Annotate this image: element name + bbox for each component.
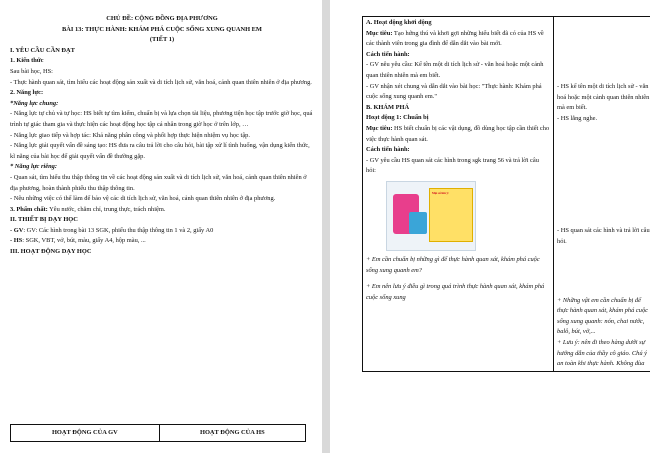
- paragraph-label: - HS: [10, 237, 23, 245]
- paragraph: + Lưu ý: nên đi theo hàng dưới sự hướng dẫn của thầy cô giáo. Chú ý an toàn khi thực hành. Không đùa: [557, 338, 647, 368]
- activity-table-header: [10, 424, 306, 442]
- paragraph: [10, 226, 314, 237]
- paragraph: [10, 236, 314, 247]
- paragraph: - GV yêu cầu HS quan sát các hình trong sgk trang 56 và trả lời câu hỏi:: [366, 156, 539, 175]
- paragraph: [366, 124, 550, 145]
- subsection-heading: Cách tiến hành:: [366, 146, 410, 154]
- paragraph: - Thực hành quan sát, tìm hiểu các hoạt động sản xuất và di tích lịch sử, văn hoá, cảnh quan thiên nhiên ở địa phương.: [10, 78, 312, 86]
- paragraph-label: 3. Phẩm chất:: [10, 205, 48, 213]
- section-heading: A. Hoạt động khởi động: [366, 19, 432, 26]
- paragraph: [366, 29, 550, 50]
- table-cell-hs: [554, 17, 650, 372]
- paragraph: + Những vật em cần chuẩn bị để thực hành quan sát, khám phá cuộc sống xung quanh: nón, chai nước, balô, bút, vở,...: [557, 296, 648, 336]
- subsection-heading: 2. Năng lực:: [10, 89, 44, 97]
- textbook-illustration: [386, 181, 476, 251]
- paragraph-text: : GV: Các hình trong bài 13 SGK, phiếu thu thập thông tin 1 và 2, giấy A0: [23, 226, 214, 234]
- subsection-heading: *Năng lực chung:: [10, 99, 59, 107]
- paragraph: [10, 205, 314, 216]
- sticky-note-title: Một số lưu ý:: [432, 190, 450, 195]
- subsection-heading: 1. Kiến thức: [10, 57, 44, 65]
- paragraph-text: Yêu nước, chăm chỉ, trung thực, trách nhiệm.: [47, 205, 166, 213]
- column-header-hs: HOẠT ĐỘNG CỦA HS: [159, 425, 305, 442]
- paragraph: + Em cần chuẩn bị những gì để thực hành quan sát, khám phá cuộc sống xung quanh em?: [366, 255, 540, 274]
- paragraph: - HS kể tên một di tích lịch sử - văn hoá hoặc một cảnh quan thiên nhiên mà em biết.: [557, 83, 650, 112]
- paragraph-label: Mục tiêu:: [366, 124, 393, 132]
- section-heading: II. THIẾT BỊ DẠY HỌC: [10, 216, 78, 224]
- lesson-period: (TIẾT 1): [149, 36, 175, 44]
- subsection-heading: * Năng lực riêng:: [10, 163, 57, 171]
- paragraph: - Năng lực giao tiếp và hợp tác: Khả năng phân công và phối hợp thực hiện nhiệm vụ học tập.: [10, 131, 250, 139]
- bottle-shape: [409, 212, 427, 234]
- paragraph: - GV nêu yêu cầu: Kể tên một di tích lịch sử - văn hoá hoặc một cảnh quan thiên nhiên mà em biết.: [366, 61, 544, 79]
- paragraph: - HS lắng nghe.: [557, 114, 598, 122]
- document-page-left: [0, 0, 322, 453]
- paragraph: - HS quan sát các hình và trả lời câu hỏi.: [557, 227, 650, 245]
- paragraph-text: : SGK, VBT, vở, bút, màu, giấy A4, hộp màu, ...: [22, 237, 146, 245]
- paragraph: - Quan sát, tìm hiểu thu thập thông tin về các hoạt động sản xuất và di tích lịch sử, văn hoá, cảnh quan thiên nhiên ở địa phương, hoàn thành phiếu thu thập thông tin.: [10, 173, 307, 192]
- activity-table: [362, 16, 650, 372]
- paragraph-text: Tạo hứng thú và khơi gợi những hiểu biết đã có của HS về các thành viên trong gia đình để dẫn dắt vào bài mới.: [366, 29, 544, 48]
- section-heading: I. YÊU CẦU CẦN ĐẠT: [10, 46, 75, 54]
- topic-title: CHỦ ĐỀ: CỘNG ĐỒNG ĐỊA PHƯƠNG: [106, 15, 218, 22]
- section-heading: III. HOẠT ĐỘNG DẠY HỌC: [10, 248, 92, 256]
- paragraph: - Năng lực tự chủ và tự học: HS biết tự tìm kiếm, chuẩn bị và lựa chọn tài liệu, phương tiện học tập trước giờ học, quá trình tự giác tham gia và thực hiện các hoạt động học tập cá nhân trong giờ học ở trên lớp, …: [10, 110, 313, 128]
- lesson-title: BÀI 13: THỰC HÀNH: KHÁM PHÁ CUỘC SỐNG XUNG QUANH EM: [62, 25, 262, 33]
- subsection-heading: Cách tiến hành:: [366, 50, 410, 58]
- subsection-heading: Hoạt động 1: Chuẩn bị: [366, 114, 429, 122]
- column-header-gv: HOẠT ĐỘNG CỦA GV: [11, 425, 160, 442]
- paragraph: Sau bài học, HS:: [10, 67, 53, 75]
- paragraph: - GV nhận xét chung và dẫn dắt vào bài học: "Thực hành: Khám phá cuộc sống xung quanh em.": [366, 82, 542, 101]
- paragraph-label: - GV: [10, 226, 24, 234]
- paragraph: + Em nên lưu ý điều gì trong quá trình thực hành quan sát, khám phá cuộc sống xung: [366, 283, 545, 301]
- paragraph-text: HS biết chuẩn bị các vật dụng, đồ dùng học tập cần thiết cho việc thực hành quan sát.: [366, 124, 550, 143]
- paragraph: - Nêu những việc có thể làm để bảo vệ các di tích lịch sử, văn hoá, cảnh quan thiên nhiên ở địa phương.: [10, 195, 276, 203]
- section-heading: B. KHÁM PHÁ: [366, 103, 410, 111]
- table-cell-gv: [363, 17, 554, 372]
- sticky-note: [429, 188, 473, 242]
- paragraph-label: Mục tiêu:: [366, 29, 393, 37]
- paragraph: - Năng lực giải quyết vấn đề sáng tạo: HS đưa ra câu trả lời cho câu hỏi, bài tập xử lí tình huống, vận dụng kiến thức, kĩ năng của bài học để giải quyết vấn đề thường gặp.: [10, 142, 310, 160]
- document-page-right: [330, 0, 650, 453]
